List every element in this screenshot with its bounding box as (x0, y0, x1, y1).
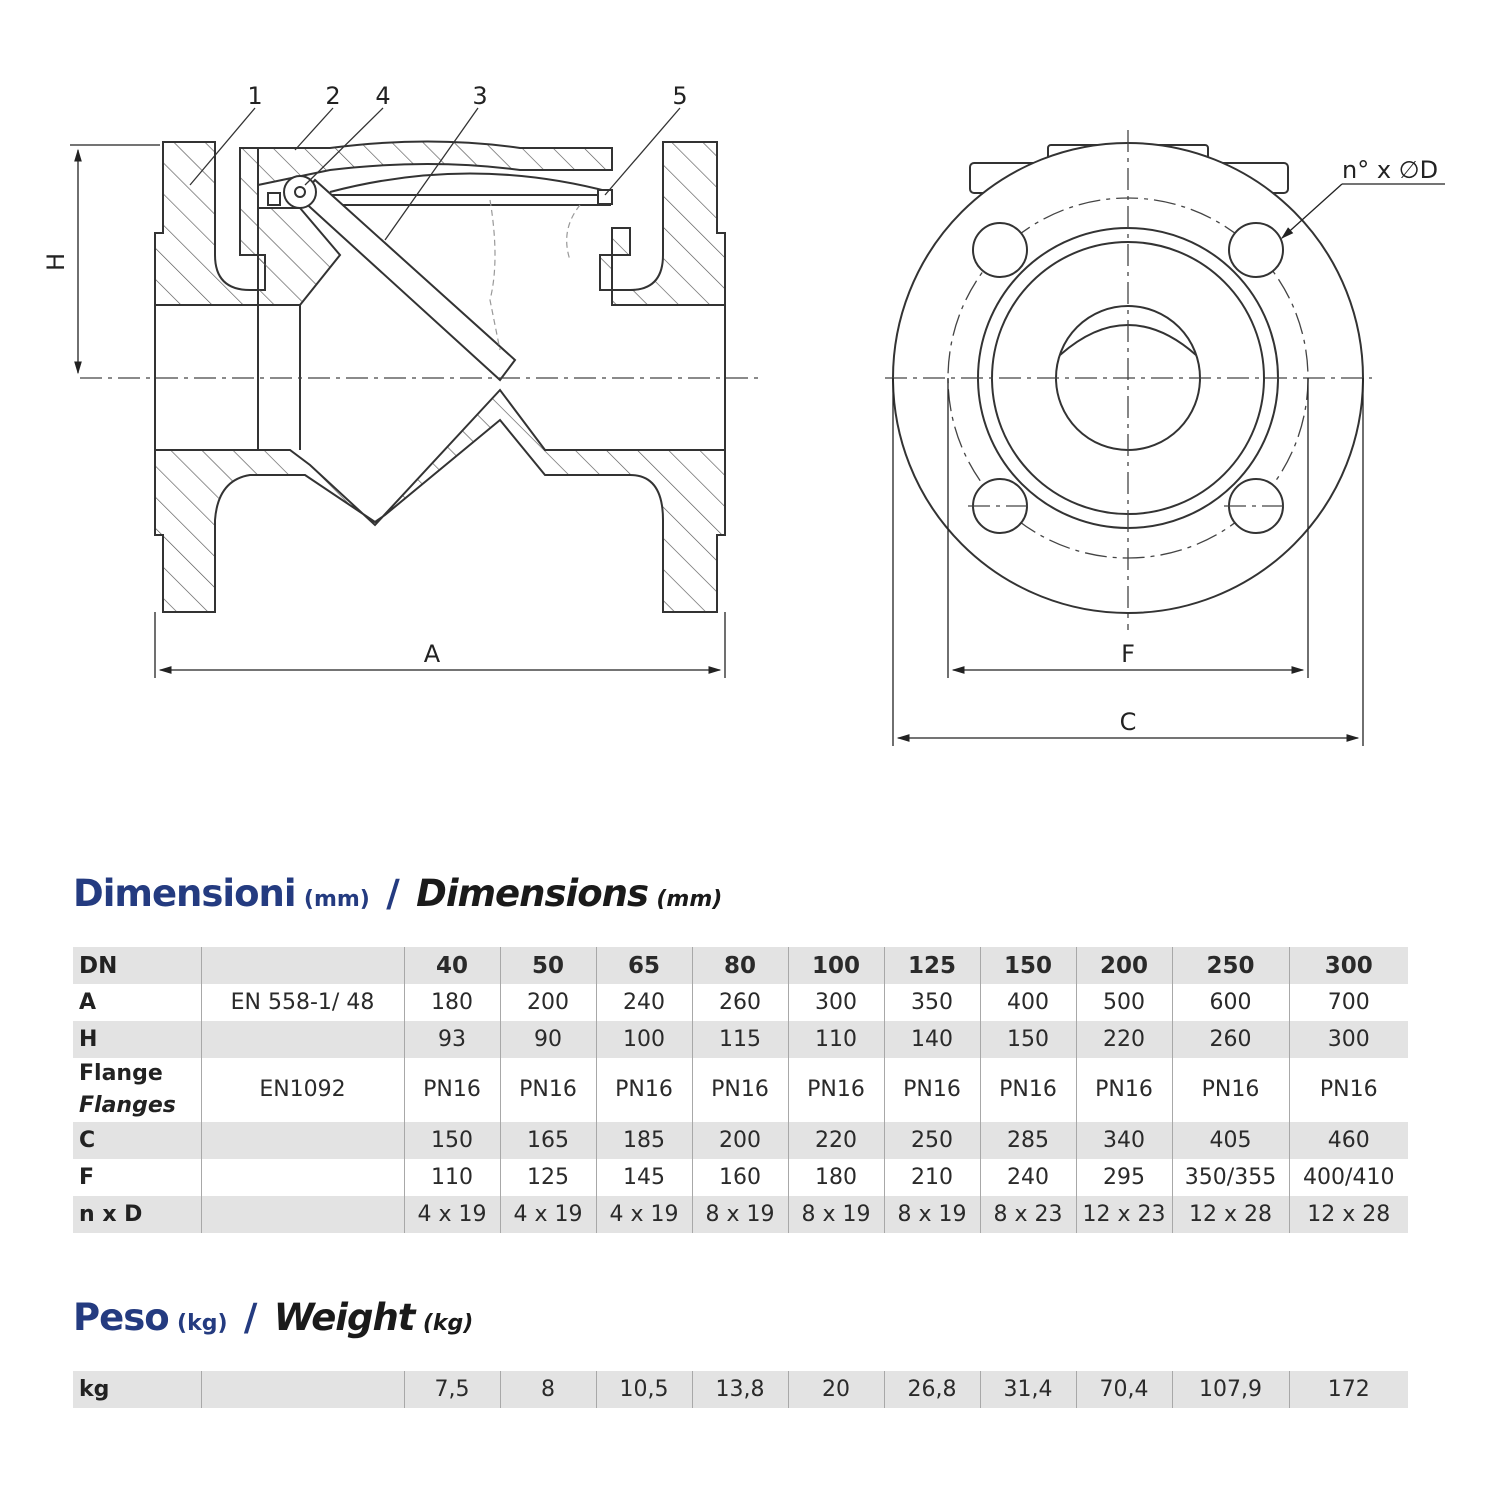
table-row (73, 1159, 1408, 1196)
row-label: H (73, 1021, 201, 1058)
dimensions-heading (73, 872, 722, 915)
weight-heading (73, 1296, 473, 1339)
table-cell: 40 (404, 947, 500, 984)
table-cell: 145 (596, 1159, 692, 1196)
row-label: kg (73, 1371, 201, 1408)
table-cell: 240 (596, 984, 692, 1021)
table-cell: PN16 (1289, 1058, 1408, 1122)
table-cell: 220 (788, 1122, 884, 1159)
table-cell (201, 947, 404, 984)
table-cell: PN16 (596, 1058, 692, 1122)
table-cell: 4 x 19 (596, 1196, 692, 1233)
table-row (73, 1122, 1408, 1159)
table-cell: 107,9 (1172, 1371, 1289, 1408)
table-cell: 150 (404, 1122, 500, 1159)
row-label: DN (73, 947, 201, 984)
table-cell (201, 1122, 404, 1159)
table-cell: 110 (404, 1159, 500, 1196)
table-cell: 150 (980, 947, 1076, 984)
table-cell: 125 (500, 1159, 596, 1196)
table-cell: 172 (1289, 1371, 1408, 1408)
table-cell: 180 (404, 984, 500, 1021)
table-cell: 8 (500, 1371, 596, 1408)
table-cell: 400/410 (1289, 1159, 1408, 1196)
table-cell: PN16 (1076, 1058, 1172, 1122)
table-cell: 100 (596, 1021, 692, 1058)
table-cell: PN16 (1172, 1058, 1289, 1122)
part-number-2: 2 (325, 82, 341, 110)
table-cell: EN1092 (201, 1058, 404, 1122)
table-cell: 80 (692, 947, 788, 984)
table-cell: 8 x 19 (884, 1196, 980, 1233)
table-cell: 7,5 (404, 1371, 500, 1408)
table-cell: PN16 (884, 1058, 980, 1122)
table-cell: 100 (788, 947, 884, 984)
table-cell: 200 (692, 1122, 788, 1159)
table-cell: EN 558-1/ 48 (201, 984, 404, 1021)
table-cell: 350 (884, 984, 980, 1021)
dimensions-title-it: Dimensioni (73, 872, 296, 915)
table-cell: 350/355 (1172, 1159, 1289, 1196)
table-cell: 90 (500, 1021, 596, 1058)
table-cell: 10,5 (596, 1371, 692, 1408)
table-cell: 260 (692, 984, 788, 1021)
row-label-it: Flange (79, 1061, 163, 1086)
table-cell: 700 (1289, 984, 1408, 1021)
table-cell: 110 (788, 1021, 884, 1058)
table-cell: 160 (692, 1159, 788, 1196)
table-cell: 70,4 (1076, 1371, 1172, 1408)
table-cell: 140 (884, 1021, 980, 1058)
dim-c-label: C (1119, 708, 1137, 736)
dim-a-label: A (423, 640, 441, 668)
table-row (73, 984, 1408, 1021)
dimensions-unit-it: (mm) (303, 887, 370, 912)
part-number-3: 3 (472, 82, 488, 110)
table-cell: PN16 (692, 1058, 788, 1122)
part-number-1: 1 (247, 82, 263, 110)
table-cell: 65 (596, 947, 692, 984)
table-cell: PN16 (500, 1058, 596, 1122)
table-cell: 250 (884, 1122, 980, 1159)
table-cell: 250 (1172, 947, 1289, 984)
dimensions-title-en: Dimensions (416, 872, 648, 915)
table-cell: 240 (980, 1159, 1076, 1196)
table-cell: 300 (1289, 1021, 1408, 1058)
row-label-en: Flanges (79, 1093, 176, 1118)
table-cell: 165 (500, 1122, 596, 1159)
table-cell (201, 1371, 404, 1408)
table-cell: 4 x 19 (500, 1196, 596, 1233)
left-flange (155, 142, 265, 305)
table-cell: 13,8 (692, 1371, 788, 1408)
table-cell: PN16 (404, 1058, 500, 1122)
table-cell: 115 (692, 1021, 788, 1058)
table-cell (201, 1021, 404, 1058)
table-cell: 31,4 (980, 1371, 1076, 1408)
table-cell: 295 (1076, 1159, 1172, 1196)
dimensions-unit-en: (mm) (656, 887, 723, 912)
table-cell: 20 (788, 1371, 884, 1408)
row-label: A (79, 989, 97, 1015)
table-cell: 285 (980, 1122, 1076, 1159)
table-cell (201, 1196, 404, 1233)
table-row (73, 1021, 1408, 1058)
dimensions-separator: / (386, 872, 400, 915)
row-label: C (73, 1122, 201, 1159)
weight-unit-en: (kg) (422, 1311, 474, 1336)
table-cell: 26,8 (884, 1371, 980, 1408)
weight-title-it: Peso (73, 1296, 169, 1339)
right-flange (600, 142, 725, 305)
table-cell: 8 x 19 (692, 1196, 788, 1233)
table-cell: 4 x 19 (404, 1196, 500, 1233)
table-row (73, 1371, 1408, 1408)
part-number-4: 4 (375, 82, 391, 110)
table-cell: 93 (404, 1021, 500, 1058)
table-cell: 8 x 23 (980, 1196, 1076, 1233)
section-view (155, 142, 725, 613)
table-cell: 12 x 28 (1172, 1196, 1289, 1233)
table-cell: 210 (884, 1159, 980, 1196)
table-cell: 12 x 23 (1076, 1196, 1172, 1233)
table-row (73, 1196, 1408, 1233)
part-number-5: 5 (672, 82, 688, 110)
table-cell: 220 (1076, 1021, 1172, 1058)
table-cell: 125 (884, 947, 980, 984)
table-row (73, 1058, 1408, 1122)
table-cell: 260 (1172, 1021, 1289, 1058)
table-row (73, 947, 1408, 984)
table-cell: PN16 (788, 1058, 884, 1122)
table-cell: 400 (980, 984, 1076, 1021)
table-cell (201, 1159, 404, 1196)
dim-f-label: F (1121, 640, 1135, 668)
dim-h-label: H (42, 252, 70, 272)
table-cell: 150 (980, 1021, 1076, 1058)
table-cell: 600 (1172, 984, 1289, 1021)
table-cell: PN16 (980, 1058, 1076, 1122)
table-cell: 300 (1289, 947, 1408, 984)
weight-unit-it: (kg) (177, 1311, 228, 1336)
row-label: F (79, 1164, 95, 1190)
table-cell: 200 (1076, 947, 1172, 984)
table-cell: 500 (1076, 984, 1172, 1021)
weight-separator: / (243, 1296, 258, 1339)
table-cell: 50 (500, 947, 596, 984)
row-label: n x D (73, 1196, 201, 1233)
table-cell: 300 (788, 984, 884, 1021)
table-cell: 180 (788, 1159, 884, 1196)
table-cell: 200 (500, 984, 596, 1021)
table-cell: 12 x 28 (1289, 1196, 1408, 1233)
row-label (73, 1058, 201, 1122)
weight-table (73, 1371, 1408, 1408)
table-cell: 340 (1076, 1122, 1172, 1159)
weight-title-en: Weight (273, 1296, 415, 1339)
table-cell: 185 (596, 1122, 692, 1159)
bottom-body (155, 390, 725, 612)
table-cell: 460 (1289, 1122, 1408, 1159)
dim-holes-label: n° x ∅D (1342, 156, 1439, 184)
dimensions-table (73, 947, 1408, 1233)
dim-h (70, 145, 160, 373)
table-cell: 8 x 19 (788, 1196, 884, 1233)
table-cell: 405 (1172, 1122, 1289, 1159)
